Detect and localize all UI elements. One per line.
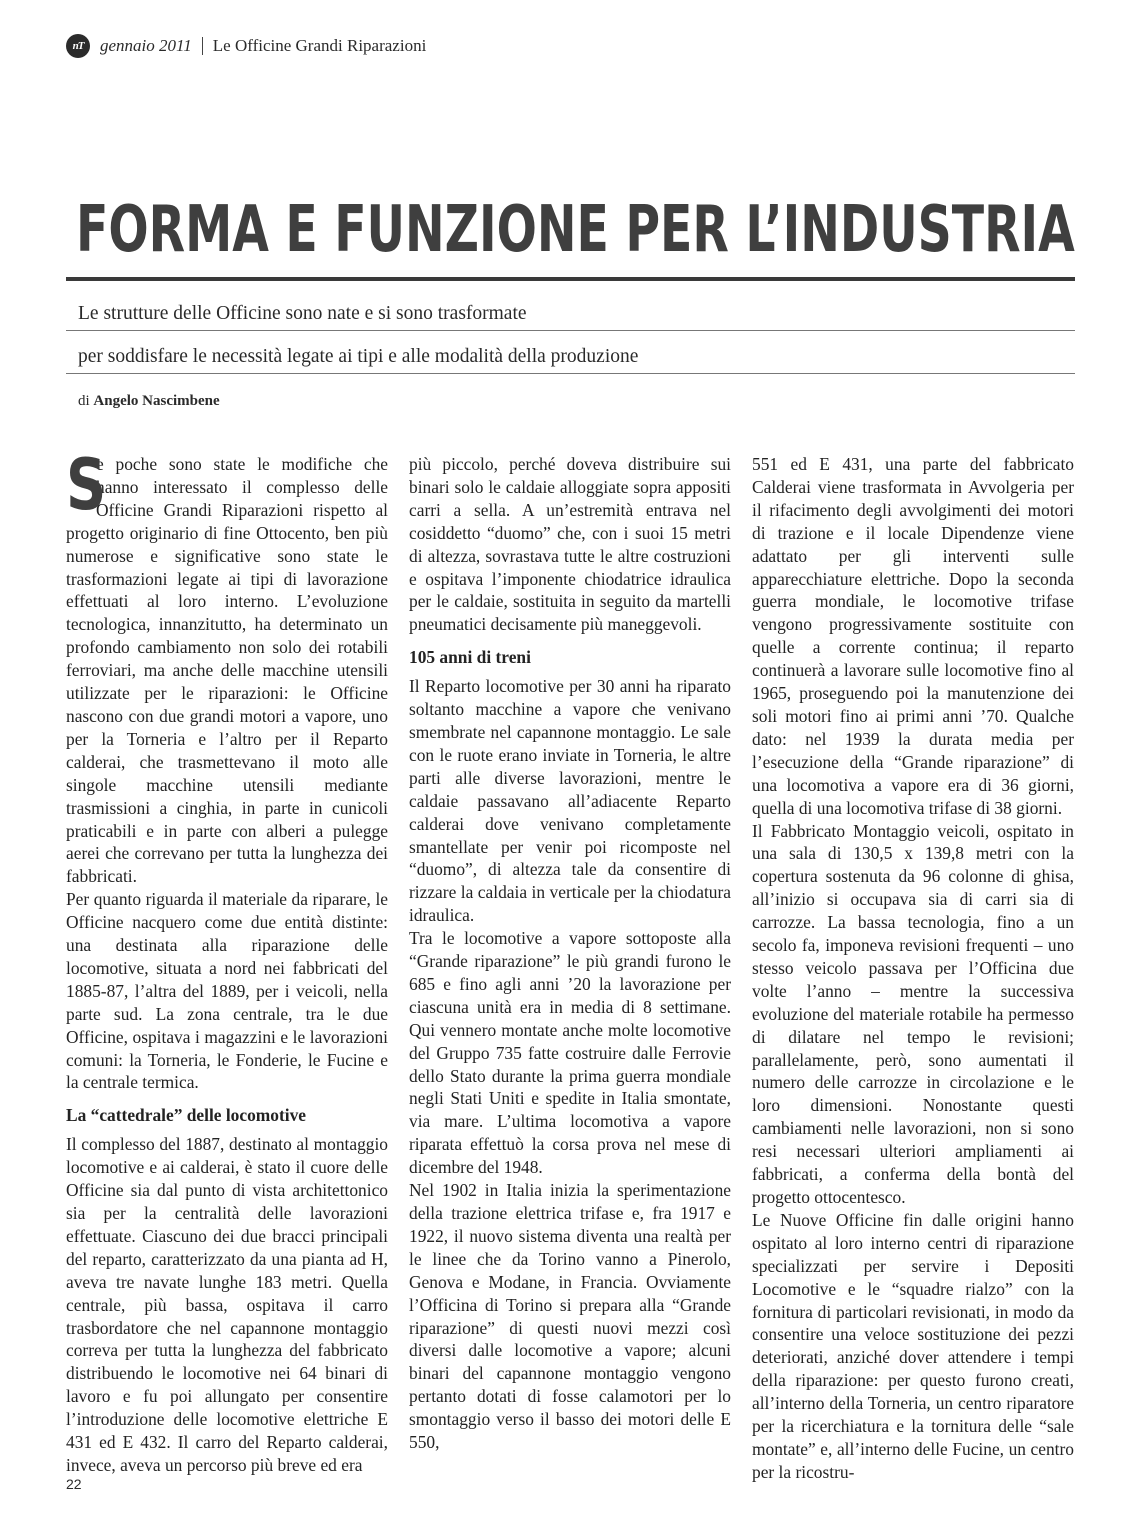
article-title: FORMA E FUNZIONE PER L’INDUSTRIA — [76, 193, 1075, 267]
section-heading: 105 anni di treni — [409, 647, 531, 668]
paragraph: Per quanto riguarda il materiale da riparare, le Officine nacquero come due entità distinte: una destinata alla riparazione delle locomotive, situata a nord nei fabbricati del 1885-87, l’altra del 1889, per i veicoli, nella parte sud. La zona centrale, tra le due Officine, ospitava i magazzini e le lavorazioni comuni: la Torneria, le Fonderie, le Fucine e la centrale termica. — [66, 889, 388, 1093]
running-header — [66, 34, 426, 58]
column-1 — [66, 444, 388, 1477]
paragraph: Le Nuove Officine fin dalle origini hanno ospitato al loro interno centri di riparazione specializzati per servire i Depositi Locomotive e le “squadre rialzo” con la fornitura di particolari revisionati, in modo da consentire una veloce sostituzione dei pezzi deteriorati, anziché dover attendere i tempi della riparazione: per questo furono creati, all’interno della Torneria, un centro riparatore per la ricerchiatura e la tornitura delle “sale montate” e, all’interno delle Fucine, un centro per la ricostru- — [752, 1209, 1074, 1482]
paragraph — [66, 444, 388, 888]
subtitle-line-1: Le strutture delle Officine sono nate e si sono trasformate — [78, 303, 527, 324]
subtitle-line-2: per soddisfare le necessità legate ai tipi e alle modalità della produzione — [78, 346, 639, 367]
column-2 — [409, 453, 731, 1454]
magazine-logo-icon: nT — [66, 34, 90, 58]
paragraph: 551 ed E 431, una parte del fabbricato Calderai viene trasformata in Avvolgeria per il rifacimento degli avvolgimenti dei motori di trazione e il locale Dipendenze viene adattato per gli interventi sulle apparecchiature elettriche. Dopo la seconda guerra mondiale, le locomotive trifase vengono progressivamente sostituite con quelle a corrente continua; il reparto continuerà a lavorare sulle locomotive fino al 1965, proseguendo poi la manutenzione dei soli motori fino ai primi anni ’70. Qualche dato: nel 1939 la durata media per l’esecuzione della “Grande riparazione” di una locomotiva a vapore era di 36 giorni, quella di una locomotiva trifase di 38 giorni. — [752, 454, 1074, 818]
header-divider — [202, 37, 203, 55]
byline — [78, 393, 220, 410]
paragraph: Tra le locomotive a vapore sottoposte alla “Grande riparazione” le più grandi furono le 685 e fino agli anni ’20 la lavorazione per ciascuna unità era in media di 8 settimane. Qui vennero montate anche molte locomotive del Gruppo 735 fatte costruire dalle Ferrovie dello Stato durante la prima guerra mondiale negli Stati Uniti e spedite in Italia smontate, via mare. L’ultima locomotiva a vapore riparata effettuò la corsa prova nel mese di dicembre del 1948. — [409, 928, 731, 1178]
author-name: Angelo Nascimbene — [93, 393, 220, 409]
subtitle-rule-1 — [66, 330, 1075, 331]
drop-cap: S — [66, 444, 107, 526]
paragraph: Nel 1902 in Italia inizia la sperimentazione della trazione elettrica trifase e, fra 1917 e 1922, il nuovo sistema diventa una realtà per le linee che da Torino vanno a Pinerolo, Genova e Modane, in Francia. Ovviamente l’Officina di Torino si prepara alla “Grande riparazione” di questi nuovi mezzi così diversi dalle locomotive a vapore; alcuni binari del capannone montaggio vengono pertanto dotati di fosse calamotori per lo smontaggio verso il basso dei motori delle E 550, — [409, 1180, 731, 1453]
byline-prefix: di — [78, 393, 90, 409]
issue-date: gennaio 2011 — [100, 36, 192, 55]
subtitle-rule-2 — [66, 373, 1075, 374]
section-name: Le Officine Grandi Riparazioni — [212, 36, 427, 55]
section-heading: La “cattedrale” delle locomotive — [66, 1105, 307, 1126]
column-3 — [752, 453, 1074, 1484]
paragraph: Il Fabbricato Montaggio veicoli, ospitato in una sala di 130,5 x 139,8 metri con la copertura sostenuta da 96 colonne di ghisa, all’inizio si occupava sia di carri sia di carrozze. La bassa tecnologia, fino a un secolo fa, imponeva revisioni frequenti – uno stesso veicolo passava per l’Officina due volte l’anno – mentre la successiva evoluzione del materiale rotabile ha permesso di dilatare nel tempo le revisioni; parallelamente, però, sono aumentati il numero delle carrozze in circolazione e le loro dimensioni. Nonostante questi cambiamenti nelle lavorazioni, non si sono resi necessari ulteriori ampliamenti ai fabbricati, a conferma della bontà del progetto ottocentesco. — [752, 820, 1074, 1207]
paragraph: Il Reparto locomotive per 30 anni ha riparato soltanto macchine a vapore che venivano smembrate nel capannone montaggio. Le sale con le ruote erano inviate in Torneria, le altre parti alle diverse lavorazioni, mentre le caldaie passavano all’adiacente Reparto calderai dove venivano completamente smantellate per venir poi ricomposte nel “duomo”, di altezza tale da consentire di rizzare la caldaia in verticale per la chiodatura idraulica. — [409, 676, 731, 926]
title-rule — [66, 277, 1075, 281]
paragraph: Il complesso del 1887, destinato al montaggio locomotive e ai calderai, è stato il cuore delle Officine sia dal punto di vista architettonico sia per la centralità delle lavorazioni effettuate. Ciascuno dei due bracci principali del reparto, caratterizzato da una pianta ad H, aveva tre navate lunghe 183 metri. Quella centrale, più bassa, ospitava il carro trasbordatore che nel capannone montaggio correva per tutta la lunghezza del fabbricato distribuendo le locomotive nei 64 binari di lavoro e fu poi allungato per consentire l’introduzione delle locomotive elettriche E 431 ed E 432. Il carro del Reparto calderai, invece, aveva un percorso più breve ed era — [66, 1134, 388, 1475]
page-number: 22 — [66, 1476, 82, 1492]
paragraph-text: e poche sono state le modifiche che hanno interessato il complesso delle Officine Grandi Riparazioni rispetto al progetto originario di fine Ottocento, ben più numerose e significative sono state le trasformazioni legate ai tipi di lavorazione effettuati al loro interno. L’evoluzione tecnologica, innanzitutto, ha determinato un profondo cambiamento non solo dei rotabili ferroviari, ma anche delle macchine utensili utilizzate per le riparazioni: le Officine nascono con due grandi motori a vapore, uno per la Torneria e l’altro per il Reparto calderai, che trasmettevano il moto alle singole macchine utensili mediante trasmissioni a cinghia, in parte in cunicoli praticabili e in parte con alberi a pulegge aerei che correvano per tutta la lunghezza dei fabbricati. — [66, 454, 388, 887]
paragraph: più piccolo, perché doveva distribuire sui binari solo le caldaie alloggiate sopra appositi carri a sella. A un’estremità entrava nel cosiddetto “duomo” che, con i suoi 15 metri di altezza, sovrastava tutte le altre costruzioni e ospitava l’imponente chiodatrice idraulica per le caldaie, sostituita in seguito da martelli pneumatici decisamente più maneggevoli. — [409, 454, 731, 635]
